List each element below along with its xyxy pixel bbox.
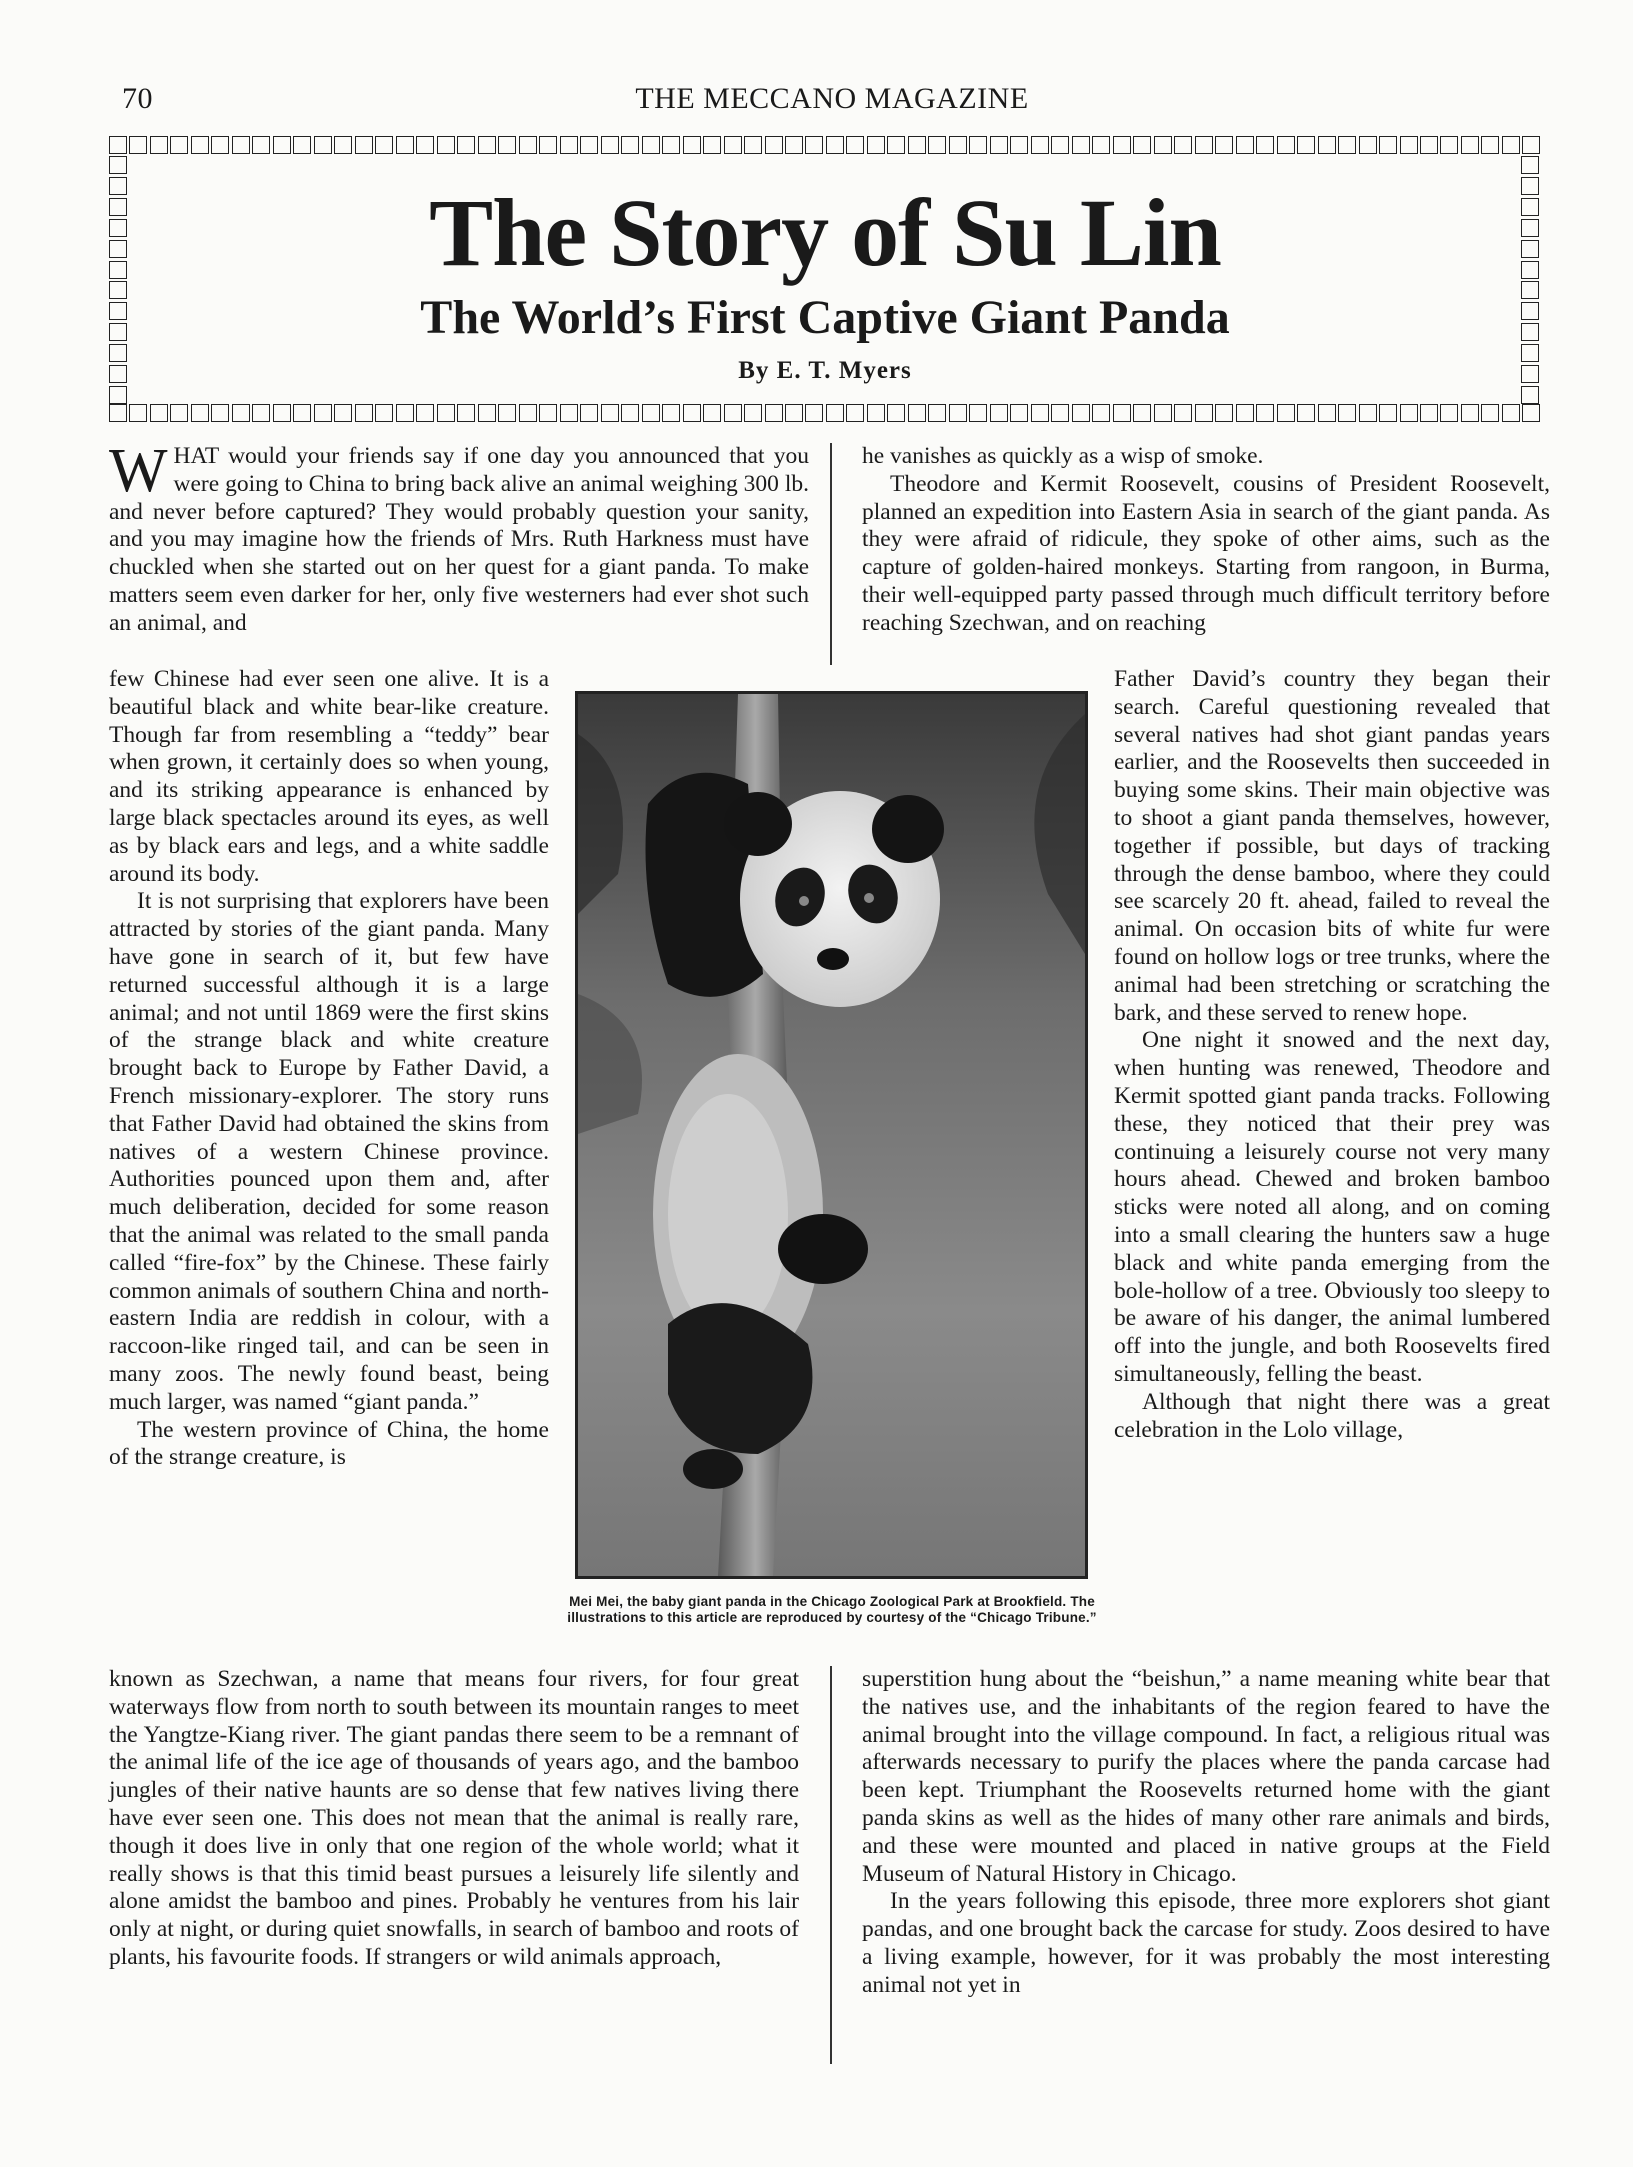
- frame-square: [1318, 404, 1336, 422]
- drop-cap: W: [109, 437, 168, 505]
- frame-square: [1072, 136, 1090, 154]
- frame-square: [621, 136, 639, 154]
- frame-square: [928, 136, 946, 154]
- frame-square: [498, 136, 516, 154]
- frame-square: [724, 404, 742, 422]
- frame-square: [601, 404, 619, 422]
- frame-square: [1154, 404, 1172, 422]
- frame-square: [1051, 404, 1069, 422]
- frame-square: [170, 136, 188, 154]
- frame-square: [416, 404, 434, 422]
- paragraph: he vanishes as quickly as a wisp of smoke.: [862, 443, 1264, 469]
- frame-square: [949, 404, 967, 422]
- frame-square: [887, 404, 905, 422]
- frame-square: [375, 136, 393, 154]
- frame-square: [1502, 136, 1520, 154]
- frame-square: [1521, 156, 1539, 174]
- frame-square: [642, 136, 660, 154]
- frame-square: [1256, 136, 1274, 154]
- frame-square: [293, 136, 311, 154]
- column-1-top: [109, 437, 809, 638]
- frame-square: [1461, 136, 1479, 154]
- frame-square: [273, 136, 291, 154]
- frame-square: [1440, 136, 1458, 154]
- paragraph: In the years following this episode, three more explorers shot giant pandas, and one brought back the carcase for study. Zoos desired to have a living example, however, for it was probably the most interesting animal not yet in: [862, 1888, 1550, 1998]
- frame-square: [396, 404, 414, 422]
- frame-square: [191, 404, 209, 422]
- frame-square: [1338, 136, 1356, 154]
- frame-square: [744, 136, 762, 154]
- paragraph: The western province of China, the home of the strange creature, is: [109, 1416, 549, 1471]
- frame-square: [1359, 404, 1377, 422]
- column-2-middle: [1114, 666, 1550, 1444]
- frame-square: [683, 136, 701, 154]
- magazine-title: THE MECCANO MAGAZINE: [635, 82, 1029, 115]
- frame-square: [109, 136, 127, 154]
- frame-square: [560, 136, 578, 154]
- frame-square: [1440, 404, 1458, 422]
- frame-square: [1338, 404, 1356, 422]
- frame-square: [928, 404, 946, 422]
- frame-square: [969, 404, 987, 422]
- frame-square: [826, 136, 844, 154]
- frame-square: [1215, 404, 1233, 422]
- frame-square: [846, 404, 864, 422]
- column-rule: [830, 1666, 832, 2064]
- frame-square: [539, 404, 557, 422]
- frame-square: [1031, 136, 1049, 154]
- paragraph: [109, 437, 809, 638]
- frame-square: [867, 404, 885, 422]
- frame-square: [1195, 404, 1213, 422]
- frame-square: [293, 404, 311, 422]
- frame-square: [1133, 404, 1151, 422]
- frame-square: [990, 136, 1008, 154]
- frame-square: [1461, 404, 1479, 422]
- frame-square: [232, 404, 250, 422]
- frame-square: [805, 136, 823, 154]
- frame-square: [191, 136, 209, 154]
- frame-square: [765, 404, 783, 422]
- frame-square: [1379, 136, 1397, 154]
- frame-square: [1318, 136, 1336, 154]
- frame-square: [1031, 404, 1049, 422]
- frame-square: [1236, 404, 1254, 422]
- frame-square: [211, 404, 229, 422]
- frame-square: [1174, 404, 1192, 422]
- frame-square: [1195, 136, 1213, 154]
- paragraph: Theodore and Kermit Roosevelt, cousins of President Roosevelt, planned an expedition into Eastern Asia in search of the giant panda. As they were afraid of ridicule, they spoke of other aims, such as the capture of golden-haired monkeys. Starting from rangoon, in Burma, their well-equipped party passed through much difficult territory before reaching Szechwan, and on reaching: [862, 470, 1550, 636]
- frame-square: [273, 404, 291, 422]
- paragraph: It is not surprising that explorers have been attracted by stories of the giant panda. Many have gone in search of it, but few have returned successful although it is a large animal; and not until 1869 were the first skins of the strange black and white creature brought back to Europe by Father David, a French missionary-explorer. The story runs that Father David had obtained the skins from natives of a western Chinese province. Authorities pounced upon them and, after much deliberation, decided for some reason that the animal was related to the small panda called “fire-fox” by the Chinese. These fairly common animals of southern China and north-eastern India are reddish in colour, with a raccoon-like ringed tail, and can be seen in many zoos. The newly found beast, being much larger, was named “giant panda.”: [109, 888, 549, 1415]
- frame-square: [334, 136, 352, 154]
- page-header: [122, 82, 1542, 122]
- frame-square: [129, 404, 147, 422]
- frame-square: [846, 136, 864, 154]
- frame-top-border: [109, 136, 1541, 156]
- frame-square: [805, 404, 823, 422]
- article-byline: By E. T. Myers: [738, 357, 912, 384]
- frame-square: [580, 404, 598, 422]
- article-subtitle: The World’s First Captive Giant Panda: [420, 291, 1230, 344]
- frame-square: [109, 386, 127, 404]
- frame-square: [252, 404, 270, 422]
- frame-square: [1072, 404, 1090, 422]
- frame-square: [601, 136, 619, 154]
- frame-square: [314, 136, 332, 154]
- frame-square: [662, 404, 680, 422]
- frame-square: [539, 136, 557, 154]
- frame-square: [1379, 404, 1397, 422]
- frame-square: [560, 404, 578, 422]
- frame-square: [744, 404, 762, 422]
- frame-square: [334, 404, 352, 422]
- frame-square: [580, 136, 598, 154]
- column-2-top: [862, 443, 1550, 638]
- frame-square: [1420, 136, 1438, 154]
- frame-square: [1502, 404, 1520, 422]
- frame-square: [826, 404, 844, 422]
- frame-square: [1481, 404, 1499, 422]
- frame-square: [1297, 136, 1315, 154]
- frame-square: [908, 404, 926, 422]
- frame-square: [1174, 136, 1192, 154]
- frame-square: [908, 136, 926, 154]
- frame-square: [1113, 136, 1131, 154]
- column-1-middle: [109, 666, 549, 1472]
- frame-square: [150, 136, 168, 154]
- frame-square: [724, 136, 742, 154]
- page-number: 70: [122, 82, 153, 115]
- frame-square: [396, 136, 414, 154]
- frame-square: [765, 136, 783, 154]
- frame-square: [1010, 136, 1028, 154]
- paragraph: Although that night there was a great celebration in the Lolo village,: [1114, 1388, 1550, 1443]
- frame-square: [170, 404, 188, 422]
- frame-square: [232, 136, 250, 154]
- frame-square: [129, 136, 147, 154]
- frame-square: [1051, 136, 1069, 154]
- paragraph: One night it snowed and the next day, when hunting was renewed, Theodore and Kermit spotted giant panda tracks. Following these, they noticed that their prey was continuing a leisurely course not very many hours ahead. Chewed and broken bamboo sticks were noted all along, and on coming into a small clearing the hunters saw a huge black and white panda emerging from the bole-hollow of a tree. Obviously too sleepy to be aware of his danger, the animal lumbered off into the jungle, and both Roosevelts fired simultaneously, felling the beast.: [1114, 1027, 1550, 1387]
- frame-square: [355, 136, 373, 154]
- column-rule: [830, 443, 832, 665]
- frame-square: [1481, 136, 1499, 154]
- frame-square: [1236, 136, 1254, 154]
- frame-square: [887, 136, 905, 154]
- frame-square: [1277, 404, 1295, 422]
- frame-square: [437, 404, 455, 422]
- frame-square: [1113, 404, 1131, 422]
- frame-square: [662, 136, 680, 154]
- frame-square: [498, 404, 516, 422]
- frame-square: [1297, 404, 1315, 422]
- frame-square: [785, 136, 803, 154]
- frame-square: [375, 404, 393, 422]
- frame-square: [252, 136, 270, 154]
- frame-square: [416, 136, 434, 154]
- panda-photo: [575, 691, 1088, 1579]
- frame-bottom-border: [109, 404, 1541, 424]
- paragraph: known as Szechwan, a name that means four rivers, for four great waterways flow from north to south between its mountain ranges to meet the Yangtze-Kiang river. The giant pandas there seem to be a remnant of the animal life of the ice age of thousands of years ago, and the bamboo jungles of their native haunts are so dense that few natives living there have ever seen one. This does not mean that the animal is really rare, though it does live in only that one region of the whole world; what it really shows is that this timid beast pursues a leisurely life silently and alone amidst the bamboo and pines. Probably he ventures from his lair only at night, or during quiet snowfalls, in search of bamboo and roots of plants, his favourite foods. If strangers or wild animals approach,: [109, 1666, 799, 1970]
- frame-square: [478, 136, 496, 154]
- frame-square: [1420, 404, 1438, 422]
- frame-square: [1010, 404, 1028, 422]
- frame-square: [949, 136, 967, 154]
- frame-square: [683, 404, 701, 422]
- frame-square: [1215, 136, 1233, 154]
- frame-square: [1092, 404, 1110, 422]
- frame-square: [478, 404, 496, 422]
- frame-square: [1092, 136, 1110, 154]
- frame-square: [621, 404, 639, 422]
- frame-square: [703, 404, 721, 422]
- frame-square: [990, 404, 1008, 422]
- frame-square: [355, 404, 373, 422]
- frame-square: [785, 404, 803, 422]
- panda-climbing-tree-image: [578, 694, 1085, 1576]
- frame-square: [457, 136, 475, 154]
- article-title: The Story of Su Lin: [429, 179, 1221, 286]
- frame-square: [1133, 136, 1151, 154]
- frame-square: [1154, 136, 1172, 154]
- frame-square: [867, 136, 885, 154]
- frame-square: [642, 404, 660, 422]
- frame-square: [457, 404, 475, 422]
- frame-square: [1277, 136, 1295, 154]
- frame-square: [1400, 136, 1418, 154]
- frame-square: [1521, 386, 1539, 404]
- photo-caption: Mei Mei, the baby giant panda in the Chicago Zoological Park at Brookfield. The illustrations to this article are reproduced by courtesy of the “Chicago Tribune.”: [567, 1594, 1097, 1625]
- frame-square: [1359, 136, 1377, 154]
- frame-square: [1522, 404, 1540, 422]
- frame-square: [1400, 404, 1418, 422]
- paragraph: superstition hung about the “beishun,” a name meaning white bear that the natives use, and the inhabitants of the region feared to have the animal brought into the village compound. In fact, a religious ritual was afterwards necessary to purify the places where the panda carcase had been kept. Triumphant the Roosevelts returned home with the giant panda skins as well as the hides of many other rare animals and birds, and these were mounted and placed in native groups at the Field Museum of Natural History in Chicago.: [862, 1666, 1550, 1887]
- column-2-bottom: [862, 1666, 1550, 2000]
- paragraph-text: HAT would your friends say if one day you announced that you were going to China to bring back alive an animal weighing 300 lb. and never before captured? They would probably question your sanity, and you may imagine how the friends of Mrs. Ruth Harkness must have chuckled when she started out on her quest for a giant panda. To make matters seem even darker for her, only five westerners had ever shot such an animal, and: [109, 443, 809, 636]
- frame-square: [519, 136, 537, 154]
- frame-square: [1256, 404, 1274, 422]
- frame-square: [211, 136, 229, 154]
- frame-square: [703, 136, 721, 154]
- paragraph: few Chinese had ever seen one alive. It is a beautiful black and white bear-like creature. Though far from resembling a “teddy” bear when grown, it certainly does so when young, and its striking appearance is enhanced by large black spectacles around its eyes, as well as by black ears and legs, and a white saddle around its body.: [109, 666, 549, 887]
- frame-square: [969, 136, 987, 154]
- frame-square: [519, 404, 537, 422]
- paragraph: Father David’s country they began their search. Careful questioning revealed that several natives had shot giant pandas years earlier, and the Roosevelts then succeeded in buying some skins. Their main objective was to shoot a giant panda themselves, however, together if possible, but days of tracking through the dense bamboo, where they could see scarcely 20 ft. ahead, failed to reveal the animal. On occasion bits of white fur were found on hollow logs or tree trunks, where the animal had been stretching or scratching the bark, and these served to renew hope.: [1114, 666, 1550, 1026]
- frame-square: [109, 404, 127, 422]
- frame-square: [437, 136, 455, 154]
- column-1-bottom: [109, 1666, 799, 1972]
- frame-square: [109, 156, 127, 174]
- frame-square: [150, 404, 168, 422]
- frame-square: [1522, 136, 1540, 154]
- frame-square: [314, 404, 332, 422]
